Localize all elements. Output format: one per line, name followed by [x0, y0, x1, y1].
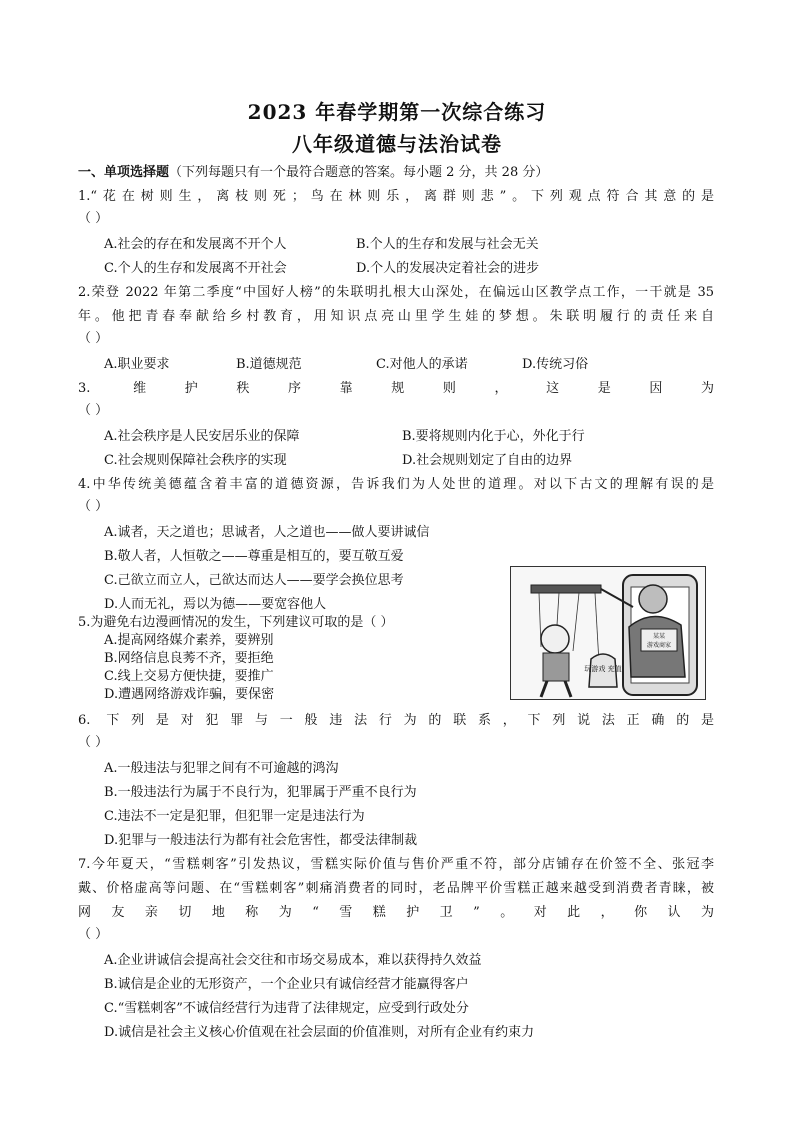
- q2-stem-line2: 年。他把青春奉献给乡村教育，用知识点亮山里学生娃的梦想。朱联明履行的责任来自: [78, 309, 714, 324]
- q2-option-a: A.职业要求: [104, 357, 170, 372]
- q4-answer-blank: （ ）: [78, 499, 109, 514]
- q7-option-d: D.诚信是社会主义核心价值观在社会层面的价值准则，对所有企业有约束力: [104, 1025, 535, 1040]
- section-heading: [78, 164, 548, 182]
- q4-option-c: C.己欲立而立人，己欲达而达人——要学会换位思考: [104, 573, 404, 588]
- exam-title-line2: 八年级道德与法治试卷: [292, 132, 502, 156]
- q2-answer-blank: （ ）: [78, 331, 109, 346]
- q1-answer-blank: （ ）: [78, 211, 109, 226]
- puppet-leg: [565, 681, 571, 697]
- q2-option-b: B.道德规范: [236, 357, 302, 372]
- puppet-leg: [541, 681, 547, 697]
- q4-option-d: D.人而无礼，焉以为德——要宽容他人: [104, 597, 327, 612]
- puppet-string: [557, 593, 559, 625]
- q7-stem-line1: 7.今年夏天，“雪糕刺客”引发热议，雪糕实际价值与售价严重不符，部分店铺存在价签不全、张冠李: [78, 857, 714, 872]
- q3-option-a: A.社会秩序是人民安居乐业的保障: [104, 429, 300, 444]
- q4-option-b: B.敬人者，人恒敬之——尊重是相互的，要互敬互爱: [104, 549, 404, 564]
- puppet-head: [541, 625, 569, 653]
- q7-option-c: C.“雪糕刺客”不诚信经营行为违背了法律规定，应受到行政处分: [104, 1001, 469, 1016]
- q7-answer-blank: （ ）: [78, 927, 109, 942]
- q1-option-d: D.个人的发展决定着社会的进步: [356, 261, 540, 276]
- q2-option-c: C.对他人的承诺: [376, 357, 468, 372]
- q6-option-b: B.一般违法行为属于不良行为，犯罪属于严重不良行为: [104, 785, 417, 800]
- q5-option-c: C.线上交易方便快捷，要推广: [104, 669, 274, 684]
- section-label: 一、单项选择题: [78, 165, 170, 180]
- puppet-body: [543, 653, 569, 681]
- q6-answer-blank: （ ）: [78, 735, 109, 750]
- q4-stem: 4.中华传统美德蕴含着丰富的道德资源，告诉我们为人处世的道理。对以下古文的理解有误的是: [78, 477, 714, 492]
- q6-option-d: D.犯罪与一般违法行为都有社会危害性，都受法律制裁: [104, 833, 418, 848]
- q1-option-b: B.个人的生存和发展与社会无关: [356, 237, 539, 252]
- q3-stem: 3. 维护秩序靠规则，这是因为: [78, 381, 714, 396]
- q6-stem: 6. 下列是对犯罪与一般违法行为的联系，下列说法正确的是: [78, 713, 714, 728]
- q2-option-d: D.传统习俗: [522, 357, 589, 372]
- puppet-string: [595, 593, 599, 663]
- puppet-string: [573, 593, 579, 651]
- q6-option-a: A.一般违法与犯罪之间有不可逾越的鸿沟: [104, 761, 339, 776]
- q5-option-b: B.网络信息良莠不齐，要拒绝: [104, 651, 274, 666]
- q7-stem-line2: 戴、价格虚高等问题、在“雪糕刺客”刺痛消费者的同时，老品牌平价雪糕正越来越受到消费者青睐，被: [78, 881, 714, 896]
- q1-stem: 1.“花在树则生，离枝则死；鸟在林则乐，离群则悲”。下列观点符合其意的是: [78, 189, 714, 204]
- puppeteer-head: [639, 585, 667, 613]
- q3-option-d: D.社会规则划定了自由的边界: [402, 453, 573, 468]
- q3-option-c: C.社会规则保障社会秩序的实现: [104, 453, 287, 468]
- q3-option-b: B.要将规则内化于心，外化于行: [402, 429, 585, 444]
- puppeteer-sign-line2: 游戏商家: [646, 642, 672, 649]
- money-bag-label: 玩游戏 充值: [584, 665, 622, 673]
- q5-option-a: A.提高网络媒介素养，要辨别: [104, 633, 274, 648]
- q2-stem-line1: 2.荣登 2022 年第二季度“中国好人榜”的朱联明扎根大山深处，在偏远山区教学点工作，一干就是 35: [78, 285, 714, 300]
- cartoon-drawing: [511, 567, 705, 699]
- q6-option-c: C.违法不一定是犯罪，但犯罪一定是违法行为: [104, 809, 365, 824]
- q7-option-a: A.企业讲诚信会提高社会交往和市场交易成本，难以获得持久效益: [104, 953, 482, 968]
- exam-title-line1: 2023 年春学期第一次综合练习: [247, 100, 547, 124]
- q1-option-a: A.社会的存在和发展离不开个人: [104, 237, 287, 252]
- puppeteer-sign-line1: 某某: [652, 633, 666, 640]
- q3-answer-blank: （ ）: [78, 403, 109, 418]
- q7-stem-line3: 网友亲切地称为“雪糕护卫”。对此，你认为: [78, 905, 714, 920]
- q5-option-d: D.遭遇网络游戏诈骗，要保密: [104, 687, 275, 702]
- q7-option-b: B.诚信是企业的无形资产，一个企业只有诚信经营才能赢得客户: [104, 977, 469, 992]
- puppet-control-bar: [531, 585, 601, 593]
- q1-option-c: C.个人的生存和发展离不开社会: [104, 261, 287, 276]
- q4-option-a: A.诚者，天之道也；思诚者，人之道也——做人要讲诚信: [104, 525, 430, 540]
- q5-stem: 5.为避免右边漫画情况的发生，下列建议可取的是（ ）: [78, 615, 394, 630]
- section-instruction: （下列每题只有一个最符合题意的答案。每小题 2 分，共 28 分）: [169, 165, 549, 180]
- cartoon-image: [510, 566, 706, 700]
